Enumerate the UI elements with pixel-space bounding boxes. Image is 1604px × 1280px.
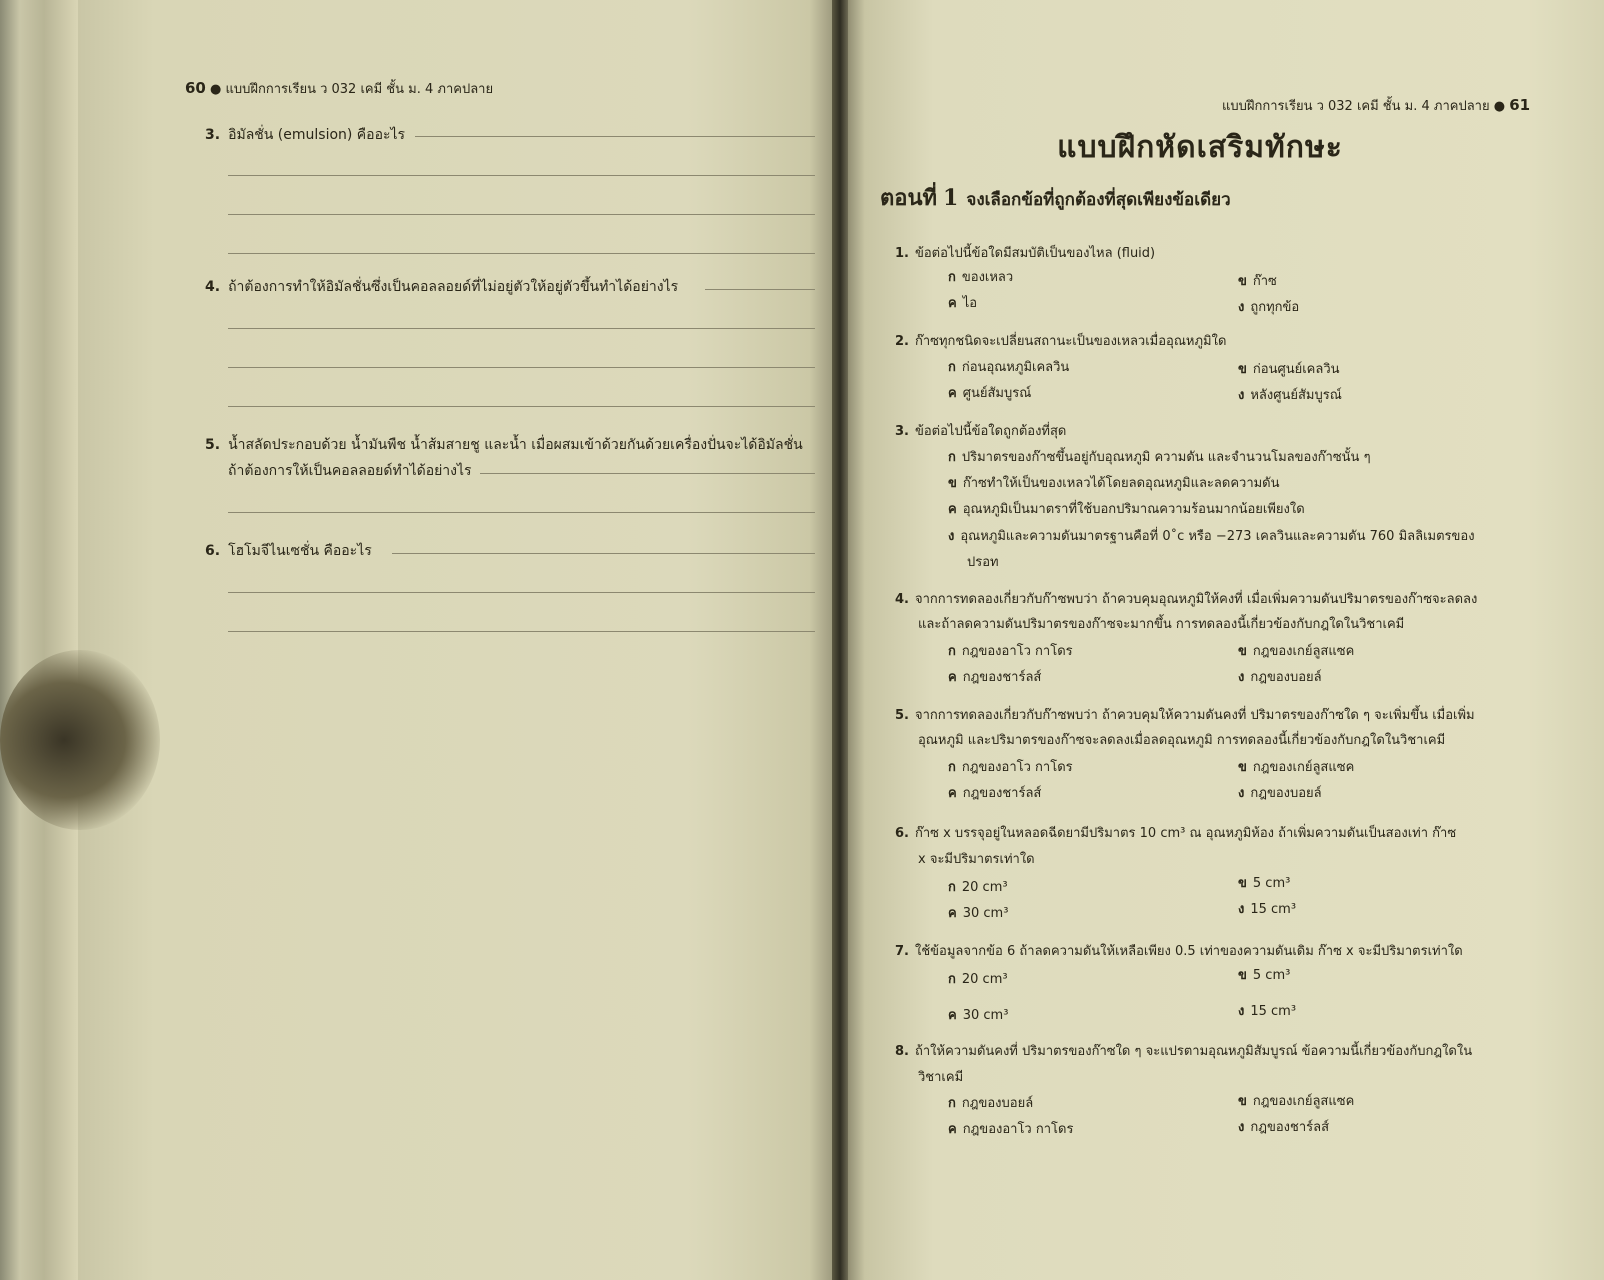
question-6-cont [918, 848, 1035, 869]
option-letter: ค [948, 1008, 957, 1023]
option-b[interactable] [948, 472, 1280, 493]
option-d[interactable] [1238, 666, 1322, 687]
option-c[interactable] [948, 1118, 1073, 1139]
answer-line[interactable] [228, 253, 815, 254]
section-instruction: จงเลือกข้อที่ถูกต้องที่สุดเพียงข้อเดียว [966, 190, 1231, 210]
option-b[interactable] [1238, 872, 1290, 893]
bullet-icon: ● [210, 82, 226, 97]
left-page [78, 0, 840, 1280]
option-text: 15 cm³ [1250, 902, 1297, 917]
option-text: ก่อนอุณหภูมิเคลวิน [961, 360, 1070, 375]
question-number: 1. [895, 246, 909, 261]
option-text: ศูนย์สัมบูรณ์ [962, 386, 1032, 401]
question-number: 2. [895, 334, 909, 349]
option-text: ไอ [962, 296, 978, 311]
option-d[interactable] [1238, 782, 1322, 803]
option-text: ปรอท [967, 555, 999, 570]
answer-line[interactable] [228, 328, 815, 329]
left-page-header [185, 78, 493, 99]
question-text: อุณหภูมิ และปริมาตรของก๊าซจะลดลงเมื่อลดอุณหภูมิ การทดลองนี้เกี่ยวข้องกับกฎใดในวิชาเคมี [918, 733, 1446, 748]
option-b[interactable] [1238, 964, 1290, 985]
option-letter: ค [948, 786, 957, 801]
option-c[interactable] [948, 902, 1008, 923]
section-number: 1 [943, 185, 959, 211]
option-text: ถูกทุกข้อ [1250, 300, 1300, 315]
question-1 [895, 242, 1155, 263]
option-text: กฎของชาร์ลส์ [962, 786, 1042, 801]
question-text: วิชาเคมี [918, 1070, 964, 1085]
option-letter: ข [1238, 274, 1247, 289]
section-heading [880, 180, 1231, 215]
option-letter: ง [1238, 902, 1245, 917]
option-text: กฎของบอยล์ [1250, 670, 1322, 685]
left-question-5 [205, 434, 803, 456]
question-text: โฮโมจีไนเซชั่น คืออะไร [228, 543, 372, 559]
option-letter: ค [948, 670, 957, 685]
option-text: ก๊าซ [1252, 274, 1277, 289]
question-text: ถ้าต้องการให้เป็นคอลลอยด์ทำได้อย่างไร [228, 463, 472, 479]
answer-line[interactable] [228, 367, 815, 368]
answer-line[interactable] [228, 592, 815, 593]
option-text: หลังศูนย์สัมบูรณ์ [1250, 388, 1342, 403]
option-text: กฎของชาร์ลส์ [962, 670, 1042, 685]
section-label: ตอนที่ [880, 185, 938, 211]
option-letter: ก [948, 450, 956, 465]
question-text: ข้อต่อไปนี้ข้อใดถูกต้องที่สุด [914, 424, 1067, 439]
option-letter: ข [1238, 362, 1247, 377]
option-c[interactable] [948, 666, 1041, 687]
question-number: 7. [895, 944, 909, 959]
option-text: กฎของอาโว กาโดร [961, 644, 1073, 659]
question-number: 5. [895, 708, 909, 723]
bullet-icon: ● [1493, 99, 1510, 114]
left-question-3 [205, 124, 405, 146]
option-letter: ค [948, 502, 957, 517]
left-question-4 [205, 276, 678, 298]
option-text: กฎของบอยล์ [961, 1096, 1034, 1111]
option-c[interactable] [948, 382, 1031, 403]
option-text: กฎของเกย์ลูสแซค [1252, 760, 1355, 775]
option-text: อุณหภูมิเป็นมาตราที่ใช้บอกปริมาณความร้อนมากน้อยเพียงใด [962, 502, 1305, 517]
option-letter: ก [948, 1096, 956, 1111]
option-b[interactable] [1238, 358, 1340, 379]
question-7 [895, 940, 1463, 961]
answer-line[interactable] [228, 175, 815, 176]
option-letter: ข [1238, 968, 1247, 983]
answer-line[interactable] [228, 631, 815, 632]
option-c[interactable] [948, 498, 1305, 519]
option-text: ปริมาตรของก๊าซขึ้นอยู่กับอุณหภูมิ ความดัน และจำนวนโมลของก๊าซนั้น ๆ [961, 450, 1371, 465]
question-number: 6. [895, 826, 909, 841]
question-text: ใช้ข้อมูลจากข้อ 6 ถ้าลดความดันให้เหลือเพียง 0.5 เท่าของความดันเดิม ก๊าซ x จะมีปริมาตรเท่าใด [914, 944, 1463, 959]
right-page-header [1222, 95, 1530, 116]
option-letter: ง [1238, 388, 1245, 403]
answer-line[interactable] [415, 136, 815, 137]
question-5 [895, 704, 1475, 725]
question-text: ก๊าซ x บรรจุอยู่ในหลอดฉีดยามีปริมาตร 10 cm³ ณ อุณหภูมิห้อง ถ้าเพิ่มความดันเป็นสองเท่า ก๊าซ [914, 826, 1457, 841]
left-question-5-cont [228, 460, 472, 482]
option-a[interactable] [948, 356, 1069, 377]
left-question-6 [205, 540, 372, 562]
option-a[interactable] [948, 968, 1008, 989]
question-text: และถ้าลดความดันปริมาตรของก๊าซจะมากขึ้น การทดลองนี้เกี่ยวข้องกับกฎใดในวิชาเคมี [918, 617, 1405, 632]
answer-line[interactable] [228, 406, 815, 407]
option-letter: ง [1238, 786, 1245, 801]
question-text: ข้อต่อไปนี้ข้อใดมีสมบัติเป็นของไหล (fluid) [914, 246, 1156, 261]
question-number: 3. [895, 424, 909, 439]
option-text: กฎของชาร์ลส์ [1250, 1120, 1330, 1135]
question-text: น้ำสลัดประกอบด้วย น้ำมันพืช น้ำส้มสายชู และน้ำ เมื่อผสมเข้าด้วยกันด้วยเครื่องปั่นจะได้อิมัลชั่น [228, 437, 803, 453]
page-stain [0, 650, 160, 830]
question-number: 4. [205, 279, 221, 295]
question-text: x จะมีปริมาตรเท่าใด [918, 852, 1035, 867]
option-letter: ก [948, 880, 956, 895]
option-c[interactable] [948, 782, 1041, 803]
question-6 [895, 822, 1456, 843]
option-b[interactable] [1238, 270, 1277, 291]
option-text: 15 cm³ [1250, 1004, 1297, 1019]
option-c[interactable] [948, 1004, 1008, 1025]
option-text: 20 cm³ [961, 880, 1008, 895]
right-header-title: แบบฝึกการเรียน ว 032 เคมี ชั้น ม. 4 ภาคปลาย [1222, 99, 1490, 114]
question-number: 6. [205, 543, 221, 559]
question-number: 4. [895, 592, 909, 607]
page-title: แบบฝึกหัดเสริมทักษะ [1057, 130, 1343, 165]
option-letter: ง [1238, 670, 1245, 685]
right-page-number: 61 [1509, 96, 1531, 114]
option-letter: ค [948, 906, 957, 921]
option-a[interactable] [948, 1092, 1033, 1113]
option-text: 20 cm³ [961, 972, 1008, 987]
answer-line[interactable] [228, 512, 815, 513]
option-text: กฎของบอยล์ [1250, 786, 1322, 801]
question-text: อิมัลชั่น (emulsion) คืออะไร [228, 127, 406, 143]
answer-line[interactable] [705, 289, 815, 290]
question-text: จากการทดลองเกี่ยวกับก๊าซพบว่า ถ้าควบคุมให้ความดันคงที่ ปริมาตรของก๊าซใด ๆ จะเพิ่มขึ้น เมื่อเพิ่ม [914, 708, 1475, 723]
option-a[interactable] [948, 446, 1371, 467]
option-c[interactable] [948, 292, 977, 313]
option-letter: ข [948, 476, 957, 491]
question-text: ถ้าให้ความดันคงที่ ปริมาตรของก๊าซใด ๆ จะแปรตามอุณหภูมิสัมบูรณ์ ข้อความนี้เกี่ยวข้องกับกฎใดใน [914, 1044, 1473, 1059]
option-text: 5 cm³ [1252, 876, 1291, 891]
option-letter: ค [948, 386, 957, 401]
option-d[interactable] [1238, 1116, 1329, 1137]
option-letter: ก [948, 972, 956, 987]
option-letter: ก [948, 644, 956, 659]
option-text: 5 cm³ [1252, 968, 1291, 983]
question-number: 8. [895, 1044, 909, 1059]
option-d[interactable] [1238, 898, 1296, 919]
option-letter: ง [1238, 300, 1245, 315]
question-2 [895, 330, 1226, 351]
option-text: อุณหภูมิและความดันมาตรฐานคือที่ 0˚c หรือ −273 เคลวินและความดัน 760 มิลลิเมตรของ [960, 529, 1475, 544]
question-number: 3. [205, 127, 221, 143]
option-letter: ค [948, 296, 957, 311]
option-text: 30 cm³ [962, 906, 1009, 921]
option-d[interactable] [1238, 384, 1342, 405]
option-letter: ก [948, 270, 956, 285]
option-text: กฎของเกย์ลูสแซค [1252, 644, 1355, 659]
answer-line[interactable] [228, 214, 815, 215]
option-b[interactable] [1238, 640, 1354, 661]
question-3 [895, 420, 1066, 441]
question-4-cont [918, 613, 1404, 634]
option-letter: ค [948, 1122, 957, 1137]
option-a[interactable] [948, 876, 1008, 897]
option-d-cont [967, 551, 999, 572]
left-page-number: 60 [185, 79, 206, 97]
option-letter: ข [1238, 644, 1247, 659]
question-text: ถ้าต้องการทำให้อิมัลชั่นซึ่งเป็นคอลลอยด์ที่ไม่อยู่ตัวให้อยู่ตัวขึ้นทำได้อย่างไร [228, 279, 679, 295]
answer-line[interactable] [392, 553, 815, 554]
question-text: ก๊าซทุกชนิดจะเปลี่ยนสถานะเป็นของเหลวเมื่ออุณหภูมิใด [914, 334, 1227, 349]
option-letter: ง [1238, 1120, 1245, 1135]
option-letter: ข [1238, 760, 1247, 775]
option-text: 30 cm³ [962, 1008, 1009, 1023]
left-header-title: แบบฝึกการเรียน ว 032 เคมี ชั้น ม. 4 ภาคปลาย [225, 82, 494, 97]
book-spine [832, 0, 848, 1280]
option-text: ก๊าซทำให้เป็นของเหลวได้โดยลดอุณหภูมิและลดความดัน [962, 476, 1280, 491]
option-letter: ก [948, 760, 956, 775]
option-text: กฎของอาโว กาโดร [961, 760, 1073, 775]
option-text: กฎของอาโว กาโดร [962, 1122, 1074, 1137]
option-text: กฎของเกย์ลูสแซค [1252, 1094, 1355, 1109]
option-letter: ก [948, 360, 956, 375]
option-letter: ง [1238, 1004, 1245, 1019]
option-a[interactable] [948, 640, 1073, 661]
option-b[interactable] [1238, 756, 1354, 777]
option-d[interactable] [948, 525, 1475, 546]
option-b[interactable] [1238, 1090, 1354, 1111]
option-text: ก่อนศูนย์เคลวิน [1252, 362, 1340, 377]
option-letter: ข [1238, 876, 1247, 891]
option-d[interactable] [1238, 296, 1299, 317]
option-a[interactable] [948, 756, 1073, 777]
question-8 [895, 1040, 1472, 1061]
option-a[interactable] [948, 266, 1013, 287]
question-5-cont [918, 729, 1445, 750]
option-letter: ข [1238, 1094, 1247, 1109]
option-d[interactable] [1238, 1000, 1296, 1021]
answer-line[interactable] [480, 473, 815, 474]
option-letter: ง [948, 529, 955, 544]
question-8-cont [918, 1066, 963, 1087]
option-text: ของเหลว [961, 270, 1014, 285]
question-text: จากการทดลองเกี่ยวกับก๊าซพบว่า ถ้าควบคุมอุณหภูมิให้คงที่ เมื่อเพิ่มความดันปริมาตรของก๊าซจะลดลง [914, 592, 1478, 607]
question-number: 5. [205, 437, 221, 453]
question-4 [895, 588, 1477, 609]
